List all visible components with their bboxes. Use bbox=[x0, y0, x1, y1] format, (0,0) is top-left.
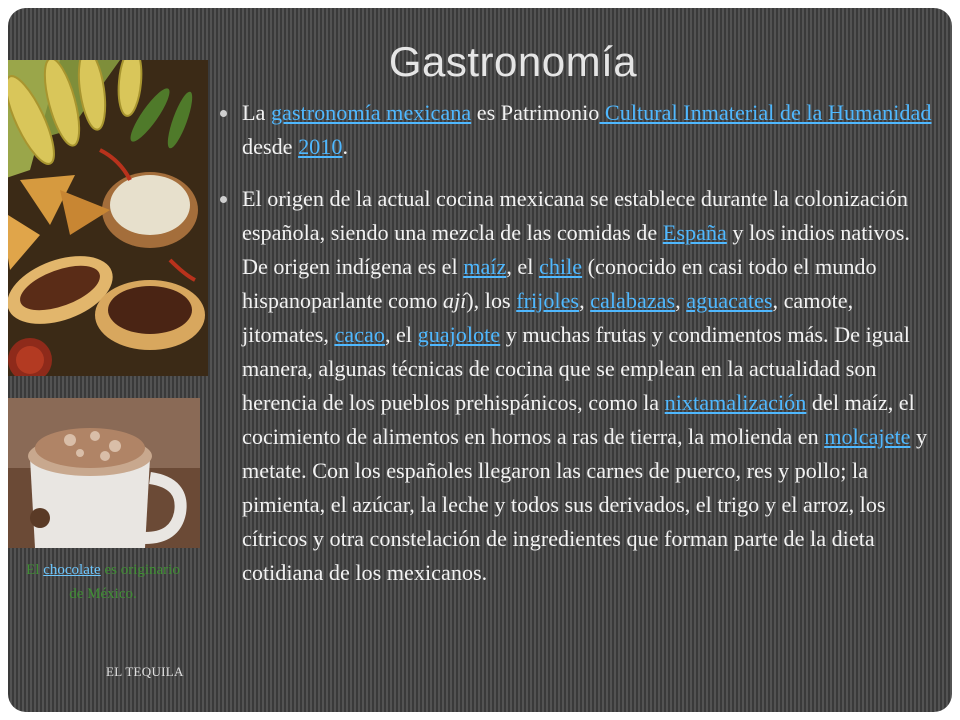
bullet-italic-text: ají bbox=[442, 288, 467, 313]
bullet-text: , bbox=[579, 288, 591, 313]
bullet-text: . bbox=[342, 134, 348, 159]
bullet-point-2 bbox=[220, 182, 940, 590]
bullet-text: ), los bbox=[466, 288, 517, 313]
link-espana[interactable]: España bbox=[662, 220, 727, 245]
bullet-text: , camote, jitomates, bbox=[242, 288, 854, 347]
link-nixtamalizacion[interactable]: nixtamalización bbox=[664, 390, 807, 415]
bullet-icon bbox=[220, 110, 227, 117]
bullet-text: y metate. Con los españoles llegaron las carnes de puerco, res y pollo; la pimienta, el azúcar, la leche y todos sus derivados, el trigo y el arroz, los cítricos y otra constelación de ingredientes que forman parte de la dieta cotidiana de los mexicanos. bbox=[242, 424, 928, 585]
slide bbox=[8, 8, 952, 712]
link-gastronomia-mexicana[interactable]: gastronomía mexicana bbox=[270, 100, 472, 125]
bullet-text: (conocido en casi todo el mundo hispanoparlante como bbox=[242, 254, 877, 313]
link-chile[interactable]: chile bbox=[538, 254, 583, 279]
link-cacao[interactable]: cacao bbox=[334, 322, 385, 347]
bullet-text: La bbox=[242, 100, 271, 125]
link-chocolate[interactable]: chocolate bbox=[43, 562, 101, 578]
link-aguacates[interactable]: aguacates bbox=[686, 288, 773, 313]
bullet-text: El origen de la actual cocina mexicana se establece durante la colonización española, siendo una mezcla de las comidas de bbox=[242, 186, 908, 245]
bullet-text: del maíz, el cocimiento de alimentos en hornos a ras de tierra, la molienda en bbox=[242, 390, 915, 449]
link-frijoles[interactable]: frijoles bbox=[516, 288, 580, 313]
bullet-point-1 bbox=[220, 96, 940, 164]
link-guajolote[interactable]: guajolote bbox=[417, 322, 501, 347]
hot-chocolate-image bbox=[8, 398, 200, 548]
bullet-text: y muchas frutas y condimentos más. De igual manera, algunas técnicas de cocina que se emplean en la actualidad son herencia de los pueblos prehispánicos, como la bbox=[242, 322, 910, 415]
bullet-icon bbox=[220, 196, 227, 203]
link-calabazas[interactable]: calabazas bbox=[590, 288, 676, 313]
bullet-text: , el bbox=[506, 254, 539, 279]
slide-title: Gastronomía bbox=[388, 38, 638, 85]
link-2010[interactable]: 2010 bbox=[298, 134, 343, 159]
caption-text: El bbox=[26, 562, 44, 578]
chocolate-caption bbox=[18, 558, 188, 606]
slide-body bbox=[220, 96, 940, 608]
link-patrimonio-cultural[interactable]: Cultural Inmaterial de la Humanidad bbox=[599, 100, 932, 125]
mexican-food-image bbox=[8, 60, 208, 376]
link-molcajete[interactable]: molcajete bbox=[824, 424, 911, 449]
caption-text: es originario de México. bbox=[69, 562, 180, 602]
bullet-text: desde bbox=[242, 134, 299, 159]
bullet-text: y los indios nativos. De origen indígena es el bbox=[242, 220, 910, 279]
bullet-text: , bbox=[675, 288, 687, 313]
bullet-text: , el bbox=[384, 322, 418, 347]
slide-footer: EL TEQUILA bbox=[106, 664, 184, 679]
link-maiz[interactable]: maíz bbox=[463, 254, 507, 279]
bullet-text: es Patrimonio bbox=[471, 100, 600, 125]
